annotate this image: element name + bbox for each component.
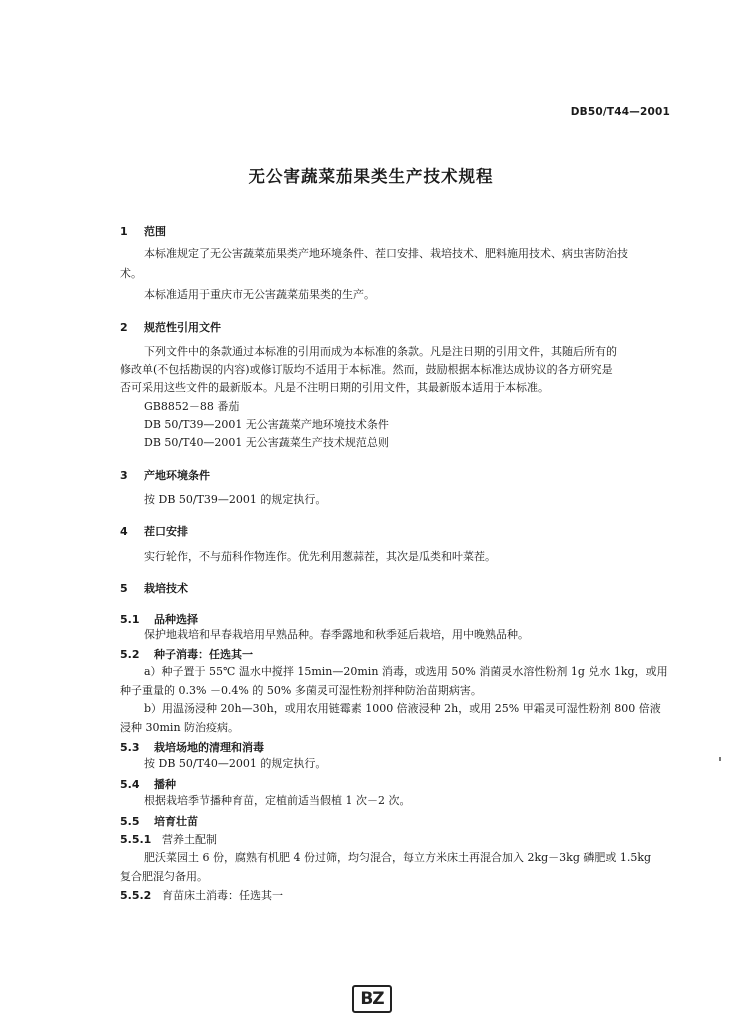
section-number: 2: [120, 321, 128, 334]
subsection-5-5-heading: [120, 813, 198, 829]
subsection-5-4-heading: [120, 776, 176, 792]
paragraph-line: b）用温汤浸种 20h—30h，或用农用链霉素 1000 倍液浸种 2h，或用 25% 甲霜灵可湿性粉剂 800 倍液: [144, 702, 661, 715]
paragraph-line: 浸种 30min 防治疫病。: [120, 721, 240, 734]
paragraph-line: 根据栽培季节播种育苗，定植前适当假植 1 次－2 次。: [144, 794, 411, 807]
paragraph-line: 按 DB 50/T40—2001 的规定执行。: [144, 757, 327, 770]
subsection-5-5-2-heading: [120, 887, 283, 903]
paragraph-line: 下列文件中的条款通过本标准的引用而成为本标准的条款。凡是注日期的引用文件，其随后所有的: [144, 345, 617, 358]
section-number: 5.5.1: [120, 833, 152, 846]
section-1-heading: [120, 223, 166, 239]
page-title: 无公害蔬菜茄果类生产技术规程: [248, 167, 494, 186]
section-number: 4: [120, 525, 128, 538]
section-title: 育苗床土消毒：任选其一: [162, 889, 283, 902]
paragraph-line: 实行轮作，不与茄科作物连作。优先利用葱蒜茬，其次是瓜类和叶菜茬。: [144, 550, 496, 563]
document-code: DB50/T44—2001: [570, 106, 670, 118]
paragraph-line: 本标准适用于重庆市无公害蔬菜茄果类的生产。: [144, 288, 375, 301]
section-title: 规范性引用文件: [144, 321, 221, 334]
section-number: 5.3: [120, 741, 140, 754]
paragraph-line: 复合肥混匀备用。: [120, 870, 208, 883]
section-2-heading: [120, 319, 221, 335]
subsection-5-2-heading: [120, 646, 253, 662]
reference-item: DB 50/T40—2001 无公害蔬菜生产技术规范总则: [144, 436, 389, 449]
section-title: 种子消毒：任选其一: [154, 648, 253, 661]
paragraph-line: 修改单(不包括勘误的内容)或修订版均不适用于本标准。然而，鼓励根据本标准达成协议的各方研究是: [120, 363, 613, 376]
section-number: 5.1: [120, 613, 140, 626]
section-number: 1: [120, 225, 128, 238]
reference-item: GB8852－88 番茄: [144, 400, 240, 413]
section-title: 产地环境条件: [144, 469, 210, 482]
section-title: 品种选择: [154, 613, 198, 626]
paragraph-line: 本标准规定了无公害蔬菜茄果类产地环境条件、茬口安排、栽培技术、肥料施用技术、病虫害防治技: [144, 247, 628, 260]
paragraph-line: 术。: [120, 267, 142, 280]
subsection-5-3-heading: [120, 739, 264, 755]
section-number: 5.5: [120, 815, 140, 828]
section-3-heading: [120, 467, 210, 483]
subsection-5-1-heading: [120, 611, 198, 627]
publisher-logo: BZ: [352, 985, 392, 1013]
section-title: 栽培场地的清理和消毒: [154, 741, 264, 754]
section-title: 营养土配制: [162, 833, 217, 846]
scan-speck: [719, 757, 721, 761]
paragraph-line: 保护地栽培和早春栽培用早熟品种。春季露地和秋季延后栽培，用中晚熟品种。: [144, 628, 529, 641]
section-title: 播种: [154, 778, 176, 791]
section-title: 培育壮苗: [154, 815, 198, 828]
reference-item: DB 50/T39—2001 无公害蔬菜产地环境技术条件: [144, 418, 389, 431]
section-number: 5.2: [120, 648, 140, 661]
paragraph-line: 肥沃菜园土 6 份，腐熟有机肥 4 份过筛，均匀混合，每立方米床土再混合加入 2kg－3kg 磷肥或 1.5kg: [144, 851, 652, 864]
section-title: 茬口安排: [144, 525, 188, 538]
section-5-heading: [120, 580, 188, 596]
section-title: 栽培技术: [144, 582, 188, 595]
section-4-heading: [120, 523, 188, 539]
section-number: 5: [120, 582, 128, 595]
paragraph-line: 种子重量的 0.3% －0.4% 的 50% 多菌灵可湿性粉剂拌种防治苗期病害。: [120, 684, 482, 697]
section-number: 5.4: [120, 778, 140, 791]
section-title: 范围: [144, 225, 166, 238]
paragraph-line: 按 DB 50/T39—2001 的规定执行。: [144, 493, 327, 506]
section-number: 3: [120, 469, 128, 482]
subsection-5-5-1-heading: [120, 831, 217, 847]
section-number: 5.5.2: [120, 889, 152, 902]
paragraph-line: 否可采用这些文件的最新版本。凡是不注明日期的引用文件，其最新版本适用于本标准。: [120, 381, 549, 394]
paragraph-line: a）种子置于 55℃ 温水中搅拌 15min—20min 消毒，或选用 50% 消菌灵水溶性粉剂 1g 兑水 1kg，或用: [144, 665, 668, 678]
